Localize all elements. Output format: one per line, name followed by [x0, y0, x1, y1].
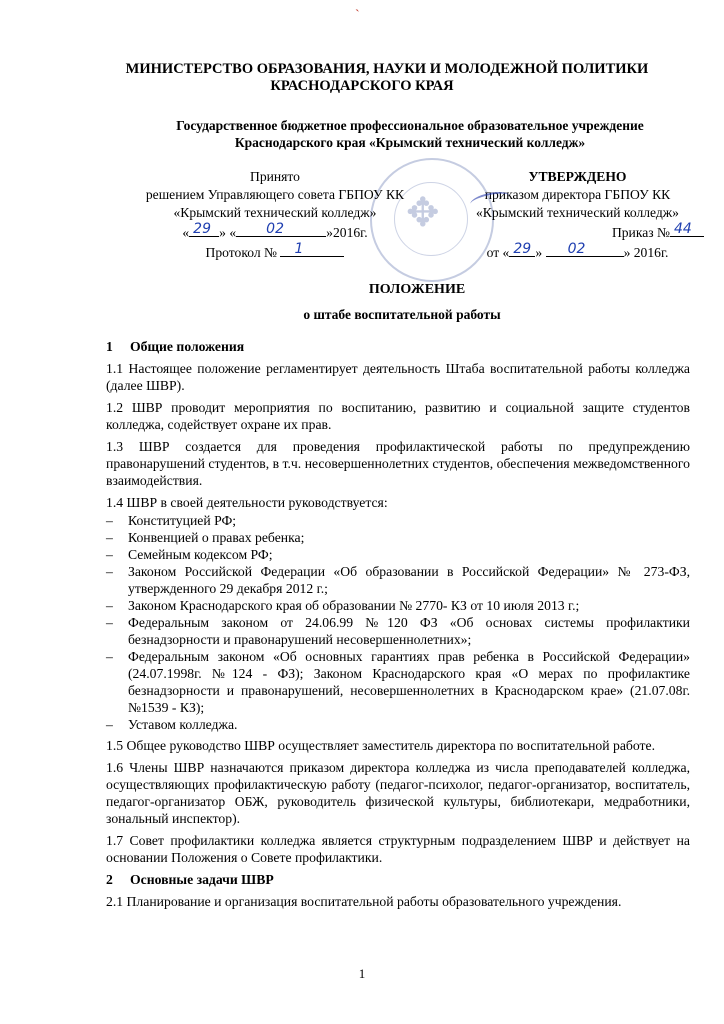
- order-line: Приказ № 44: [445, 222, 710, 242]
- accepted-label: Принято: [250, 169, 300, 184]
- council-decision: решением Управляющего совета ГБПОУ КК: [145, 187, 405, 202]
- list-item: – Федеральным законом от 24.06.99 №120 ФЗ «Об основах системы профилактики безнадзорности и правонарушений несовершеннолетних»;: [106, 615, 690, 647]
- paragraph-1-5: 1.5 Общее руководство ШВР осуществляет заместитель директора по воспитательной работе.: [106, 738, 656, 753]
- college-name-left: «Крымский технический колледж»: [173, 205, 377, 220]
- page-number: 1: [358, 966, 366, 981]
- institution-line-1: Государственное бюджетное профессиональное образовательное учреждение: [176, 118, 644, 133]
- ministry-line-2: КРАСНОДАРСКОГО КРАЯ: [270, 78, 454, 94]
- paragraph-1-7: 1.7 Совет профилактики колледжа является структурным подразделением ШВР и действует на основании Положения о Совете профилактики.: [106, 833, 690, 865]
- ministry-header: [0, 61, 724, 95]
- document-body: [106, 338, 690, 915]
- document-title: ПОЛОЖЕНИЕ: [368, 282, 466, 297]
- approval-left-block: [110, 168, 440, 262]
- director-order: приказом директора ГБПОУ КК: [484, 187, 671, 202]
- handwritten-day: 29: [193, 221, 211, 237]
- handwritten-month: 02: [266, 221, 284, 237]
- document-subtitle: о штабе воспитательной работы: [303, 307, 501, 322]
- institution-line-2: Краснодарского края «Крымский технический колледж»: [234, 135, 586, 150]
- list-item: – Законом Российской Федерации «Об образовании в Российской Федерации» № 273-ФЗ, утвержденного 29 декабря 2012 г.;: [106, 564, 690, 596]
- list-item: – Конвенцией о правах ребенка;: [106, 530, 305, 545]
- approved-label: УТВЕРЖДЕНО: [528, 169, 627, 184]
- handwritten-order-day: 29: [513, 241, 532, 257]
- list-item: – Федеральным законом «Об основных гарантиях прав ребенка в Российской Федерации» (24.07.1998г. №124 - ФЗ); Законом Краснодарского края «О мерах по профилактике безнадзорности и правонарушений, несовершеннолетних в Краснодарском крае» (21.07.08г. №1539 - КЗ);: [106, 649, 690, 715]
- order-date: от « 29 » 02 » 2016г.: [486, 241, 669, 260]
- paragraph-2-1: 2.1 Планирование и организация воспитательной работы образовательного учреждения.: [106, 894, 622, 909]
- paragraph-1-1: 1.1 Настоящее положение регламентирует деятельность Штаба воспитательной работы колледжа (далее ШВР).: [106, 361, 690, 393]
- stray-mark: `: [355, 8, 360, 23]
- council-date: « 29 » « 02 »2016г.: [182, 221, 368, 240]
- handwritten-order-number: 44: [674, 221, 692, 237]
- section-1-heading: 1 Общие положения: [106, 339, 245, 354]
- eagle-emblem-icon: ✥: [406, 190, 440, 236]
- paragraph-1-4: 1.4 ШВР в своей деятельности руководствуется:: [106, 495, 388, 510]
- list-item: – Конституцией РФ;: [106, 513, 237, 528]
- college-name-right: «Крымский технический колледж»: [476, 205, 679, 220]
- paragraph-1-6: 1.6 Члены ШВР назначаются приказом директора колледжа из числа преподавателей колледжа, осуществляющих профилактическую работу (педагог-психолог, педагог-организатор, воспитатель, педагог-организатор ОБЖ, руководитель физической культуры, библиотекари, медработники, зональный инспектор).: [106, 760, 690, 826]
- protocol-blank: [280, 242, 344, 257]
- order-month-blank: [546, 242, 624, 257]
- paragraph-1-3: 1.3 ШВР создается для проведения профилактической работы по предупреждению правонарушений студентов, в т.ч. несовершеннолетних студентов, обеспечения межведомственного взаимодействия.: [106, 439, 690, 488]
- protocol-line: Протокол № 1: [110, 242, 440, 262]
- list-item: – Семейным кодексом РФ;: [106, 547, 273, 562]
- approval-right-block: [445, 168, 710, 262]
- month-blank: [236, 222, 326, 237]
- order-blank: [670, 222, 704, 237]
- handwritten-order-month: 02: [567, 241, 586, 257]
- institution-header: [130, 117, 690, 151]
- list-item: – Уставом колледжа.: [106, 717, 238, 732]
- list-item: – Законом Краснодарского края об образовании № 2770- КЗ от 10 июля 2013 г.;: [106, 598, 580, 613]
- legal-basis-list: [106, 512, 690, 733]
- paragraph-1-2: 1.2 ШВР проводит мероприятия по воспитанию, развитию и социальной защите студентов колледжа, содействует охране их прав.: [106, 400, 690, 432]
- day-blank: [189, 222, 219, 237]
- ministry-line-1: МИНИСТЕРСТВО ОБРАЗОВАНИЯ, НАУКИ И МОЛОДЕЖНОЙ ПОЛИТИКИ: [125, 61, 649, 77]
- order-day-blank: [509, 242, 535, 257]
- section-2-heading: 2 Основные задачи ШВР: [106, 872, 274, 887]
- handwritten-protocol-number: 1: [294, 241, 304, 257]
